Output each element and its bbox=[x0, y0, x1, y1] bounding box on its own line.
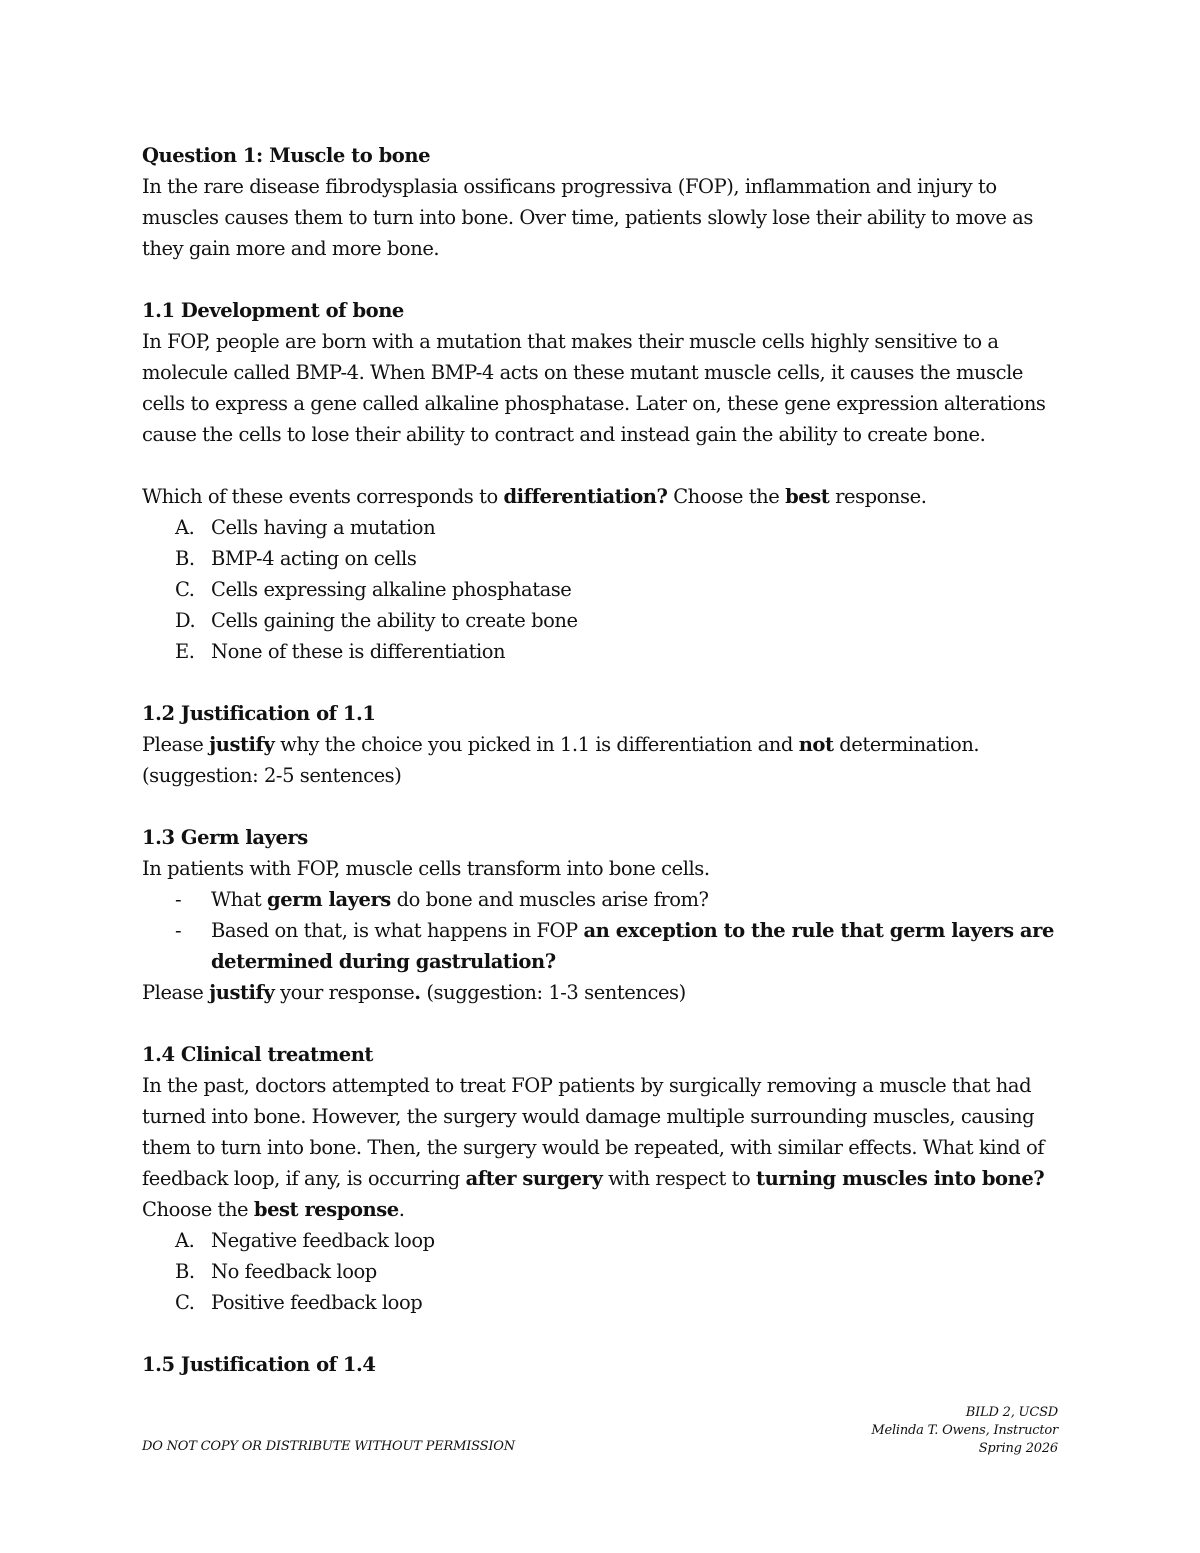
section-1-3-title: 1.3 Germ layers bbox=[142, 826, 308, 849]
option-text: Cells having a mutation bbox=[211, 516, 436, 539]
option-b bbox=[142, 1256, 1042, 1287]
section-1-1-body-line-2: molecule called BMP-4. When BMP-4 acts on these mutant muscle cells, it causes the muscle bbox=[142, 361, 1024, 384]
option-label: C. bbox=[175, 578, 195, 601]
copyright-notice: DO NOT COPY OR DISTRIBUTE WITHOUT PERMISSION bbox=[142, 1439, 515, 1454]
spacer bbox=[142, 667, 1042, 698]
question-1-title: Question 1: Muscle to bone bbox=[142, 144, 431, 167]
instructor-name: Melinda T. Owens, Instructor bbox=[871, 1423, 1058, 1438]
body-text: do bone and muscles arise from? bbox=[390, 888, 709, 911]
spacer bbox=[142, 450, 1042, 481]
question-1-intro-line-3: they gain more and more bone. bbox=[142, 237, 440, 260]
body-text: why the choice you picked in 1.1 is differentiation and bbox=[274, 733, 799, 756]
section-1-1-title: 1.1 Development of bone bbox=[142, 299, 404, 322]
body-text: Based on that, is what happens in FOP bbox=[211, 919, 584, 942]
option-b bbox=[142, 543, 1042, 574]
emphasis-text: justify bbox=[209, 733, 275, 756]
emphasis-text: best bbox=[785, 485, 830, 508]
section-1-4-title: 1.4 Clinical treatment bbox=[142, 1043, 373, 1066]
body-text: feedback loop, if any, is occurring bbox=[142, 1167, 466, 1190]
body-text: Please bbox=[142, 981, 210, 1004]
option-a bbox=[142, 512, 1042, 543]
option-text: Negative feedback loop bbox=[211, 1229, 435, 1252]
option-label: B. bbox=[175, 547, 195, 570]
section-1-1-body-line-4: cause the cells to lose their ability to contract and instead gain the ability to create bone. bbox=[142, 423, 986, 446]
emphasis-text: not bbox=[798, 733, 834, 756]
option-label: B. bbox=[175, 1260, 195, 1283]
bullet-dash: - bbox=[175, 919, 182, 942]
option-d bbox=[142, 605, 1042, 636]
question-1-intro-line-2: muscles causes them to turn into bone. Over time, patients slowly lose their ability to move as bbox=[142, 206, 1033, 229]
option-label: A. bbox=[175, 516, 195, 539]
section-1-1-body-line-1: In FOP, people are born with a mutation that makes their muscle cells highly sensitive to a bbox=[142, 330, 999, 353]
section-1-4-body-line-4 bbox=[142, 1163, 1045, 1194]
emphasis-text: after surgery bbox=[465, 1167, 603, 1190]
option-label: D. bbox=[175, 609, 196, 632]
option-text: Positive feedback loop bbox=[211, 1291, 423, 1314]
spacer bbox=[142, 1008, 1042, 1039]
option-a bbox=[142, 1225, 1042, 1256]
option-label: A. bbox=[175, 1229, 195, 1252]
spacer bbox=[142, 1318, 1042, 1349]
question-text: Choose the bbox=[667, 485, 786, 508]
section-1-5-title: 1.5 Justification of 1.4 bbox=[142, 1353, 376, 1376]
section-1-4-body-line-1: In the past, doctors attempted to treat FOP patients by surgically removing a muscle that had bbox=[142, 1074, 1032, 1097]
emphasis-text: best response bbox=[253, 1198, 399, 1221]
spacer bbox=[142, 791, 1042, 822]
bullet-2-continuation: determined during gastrulation? bbox=[211, 950, 556, 973]
section-1-2-title: 1.2 Justification of 1.1 bbox=[142, 702, 376, 725]
course-name: BILD 2, UCSD bbox=[965, 1405, 1058, 1420]
option-c bbox=[142, 574, 1042, 605]
question-text: Which of these events corresponds to bbox=[142, 485, 504, 508]
option-c bbox=[142, 1287, 1042, 1318]
section-1-4-body-line-2: turned into bone. However, the surgery would damage multiple surrounding muscles, causing bbox=[142, 1105, 1035, 1128]
body-text: your response bbox=[274, 981, 415, 1004]
document-body bbox=[142, 140, 1054, 1380]
emphasis-text: germ layers bbox=[267, 888, 391, 911]
section-1-4-body-line-5 bbox=[142, 1194, 1042, 1225]
section-1-1-question bbox=[142, 481, 1042, 512]
section-1-3-justify bbox=[142, 977, 1042, 1008]
bullet-2 bbox=[142, 915, 1054, 946]
course-info bbox=[798, 1404, 1058, 1458]
section-1-2-line-2: (suggestion: 2-5 sentences) bbox=[142, 764, 402, 787]
term: Spring 2026 bbox=[978, 1441, 1058, 1456]
option-text: No feedback loop bbox=[211, 1260, 377, 1283]
emphasis-text: an exception to the rule that germ layers are bbox=[583, 919, 1054, 942]
section-1-3-intro: In patients with FOP, muscle cells transform into bone cells. bbox=[142, 857, 710, 880]
option-text: None of these is differentiation bbox=[211, 640, 506, 663]
option-text: Cells expressing alkaline phosphatase bbox=[211, 578, 572, 601]
option-label: C. bbox=[175, 1291, 195, 1314]
section-1-2-line-1 bbox=[142, 729, 1042, 760]
spacer bbox=[142, 264, 1042, 295]
body-text: . bbox=[398, 1198, 405, 1221]
option-e bbox=[142, 636, 1042, 667]
emphasis-text: differentiation? bbox=[503, 485, 668, 508]
body-text: Choose the bbox=[142, 1198, 254, 1221]
option-label: E. bbox=[175, 640, 195, 663]
option-text: Cells gaining the ability to create bone bbox=[211, 609, 578, 632]
body-text: What bbox=[211, 888, 268, 911]
question-1-intro-line-1: In the rare disease fibrodysplasia ossificans progressiva (FOP), inflammation and injury to bbox=[142, 175, 997, 198]
emphasis-text: turning muscles into bone? bbox=[756, 1167, 1045, 1190]
bullet-dash: - bbox=[175, 888, 182, 911]
section-1-1-body-line-3: cells to express a gene called alkaline phosphatase. Later on, these gene expression alterations bbox=[142, 392, 1046, 415]
body-text: determination. bbox=[833, 733, 980, 756]
section-1-4-body-line-3: them to turn into bone. Then, the surgery would be repeated, with similar effects. What kind of bbox=[142, 1136, 1045, 1159]
body-text: with respect to bbox=[602, 1167, 757, 1190]
option-text: BMP-4 acting on cells bbox=[211, 547, 417, 570]
body-text: Please bbox=[142, 733, 210, 756]
emphasis-text: justify bbox=[209, 981, 275, 1004]
bullet-1 bbox=[142, 884, 1042, 915]
body-text: (suggestion: 1-3 sentences) bbox=[420, 981, 686, 1004]
emphasis-text: . bbox=[414, 981, 421, 1004]
question-text: response. bbox=[829, 485, 927, 508]
